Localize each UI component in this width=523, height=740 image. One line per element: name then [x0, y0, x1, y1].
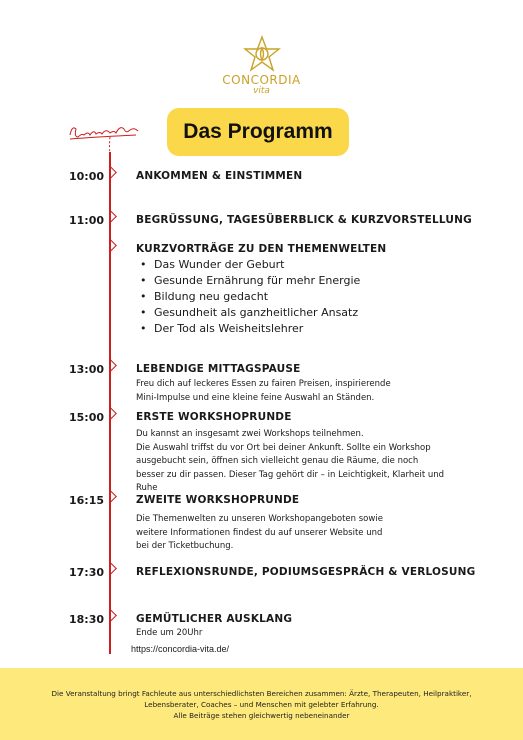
footer-line: Alle Beiträge stehen gleichwertig nebeneinander	[173, 710, 350, 720]
time-label: 16:15	[68, 494, 104, 507]
handwritten-signature-icon	[66, 115, 142, 155]
timeline-arrow-icon	[104, 562, 117, 575]
list-item: • Der Tod als Weisheitslehrer	[140, 321, 360, 337]
brand-subtitle: vita	[253, 86, 270, 96]
timeline-line	[109, 152, 111, 654]
footer-banner	[0, 668, 523, 740]
brand-name: CONCORDIA	[222, 73, 301, 87]
footer-line: Die Veranstaltung bringt Fachleute aus unterschiedlichsten Bereichen zusammen: Ärzte, Therapeuten, Heilpraktiker,	[51, 688, 472, 698]
program-heading: LEBENDIGE MITTAGSPAUSE	[136, 363, 301, 375]
timeline-arrow-icon	[104, 210, 117, 223]
time-label: 18:30	[68, 613, 104, 626]
program-heading: ANKOMMEN & EINSTIMMEN	[136, 170, 303, 182]
description-line: besser zu dir passen. Dieser Tag gehört dir – in Leichtigkeit, Klarheit und	[136, 469, 445, 480]
description-line: Ende um 20Uhr	[136, 628, 203, 638]
description-line: Ruhe	[136, 483, 158, 493]
program-heading: BEGRÜSSUNG, TAGESÜBERBLICK & KURZVORSTELLUNG	[136, 214, 472, 226]
list-item: • Bildung neu gedacht	[140, 289, 360, 305]
time-label: 10:00	[68, 170, 104, 183]
list-item: • Gesunde Ernährung für mehr Energie	[140, 273, 360, 289]
program-heading: REFLEXIONSRUNDE, PODIUMSGESPRÄCH & VERLOSUNG	[136, 566, 476, 578]
footer-line: Lebensberater, Coaches – und Menschen mit gelebter Erfahrung.	[144, 699, 379, 709]
list-item: • Das Wunder der Geburt	[140, 257, 360, 273]
timeline-arrow-icon	[104, 359, 117, 372]
talk-list	[140, 257, 360, 337]
program-description	[136, 513, 476, 554]
program-description	[136, 378, 476, 405]
description-line: Mini-Impulse und eine kleine feine Auswahl an Ständen.	[136, 392, 375, 403]
program-description	[136, 627, 476, 641]
website-link[interactable]: https://concordia-vita.de/	[131, 644, 230, 654]
description-line: Die Themenwelten zu unseren Workshopangeboten sowie	[136, 514, 383, 524]
timeline-arrow-icon	[104, 490, 117, 503]
program-heading: KURZVORTRÄGE ZU DEN THEMENWELTEN	[136, 243, 387, 255]
timeline-arrow-icon	[104, 407, 117, 420]
description-line: weitere Informationen findest du auf unserer Website und	[136, 527, 383, 538]
timeline-arrow-icon	[104, 166, 117, 179]
time-label: 13:00	[68, 363, 104, 376]
timeline-arrow-icon	[104, 239, 117, 252]
description-line: ausgebucht sein, öffnen sich vielleicht genau die Räume, die noch	[136, 456, 419, 466]
program-heading: GEMÜTLICHER AUSKLANG	[136, 613, 293, 625]
program-heading: ERSTE WORKSHOPRUNDE	[136, 411, 292, 423]
time-label: 15:00	[68, 411, 104, 424]
page-title: Das Programm	[167, 108, 349, 156]
list-item: • Gesundheit als ganzheitlicher Ansatz	[140, 305, 360, 321]
description-line: Du kannst an insgesamt zwei Workshops teilnehmen.	[136, 429, 364, 439]
program-description	[136, 428, 476, 496]
timeline-arrow-icon	[104, 609, 117, 622]
program-heading: ZWEITE WORKSHOPRUNDE	[136, 494, 300, 506]
description-line: Freu dich auf leckeres Essen zu fairen Preisen, inspirierende	[136, 379, 391, 389]
time-label: 11:00	[68, 214, 104, 227]
time-label: 17:30	[68, 566, 104, 579]
description-line: Die Auswahl triffst du vor Ort bei deiner Ankunft. Sollte ein Workshop	[136, 442, 431, 453]
lotus-star-logo-icon	[242, 34, 282, 74]
description-line: bei der Ticketbuchung.	[136, 541, 234, 551]
